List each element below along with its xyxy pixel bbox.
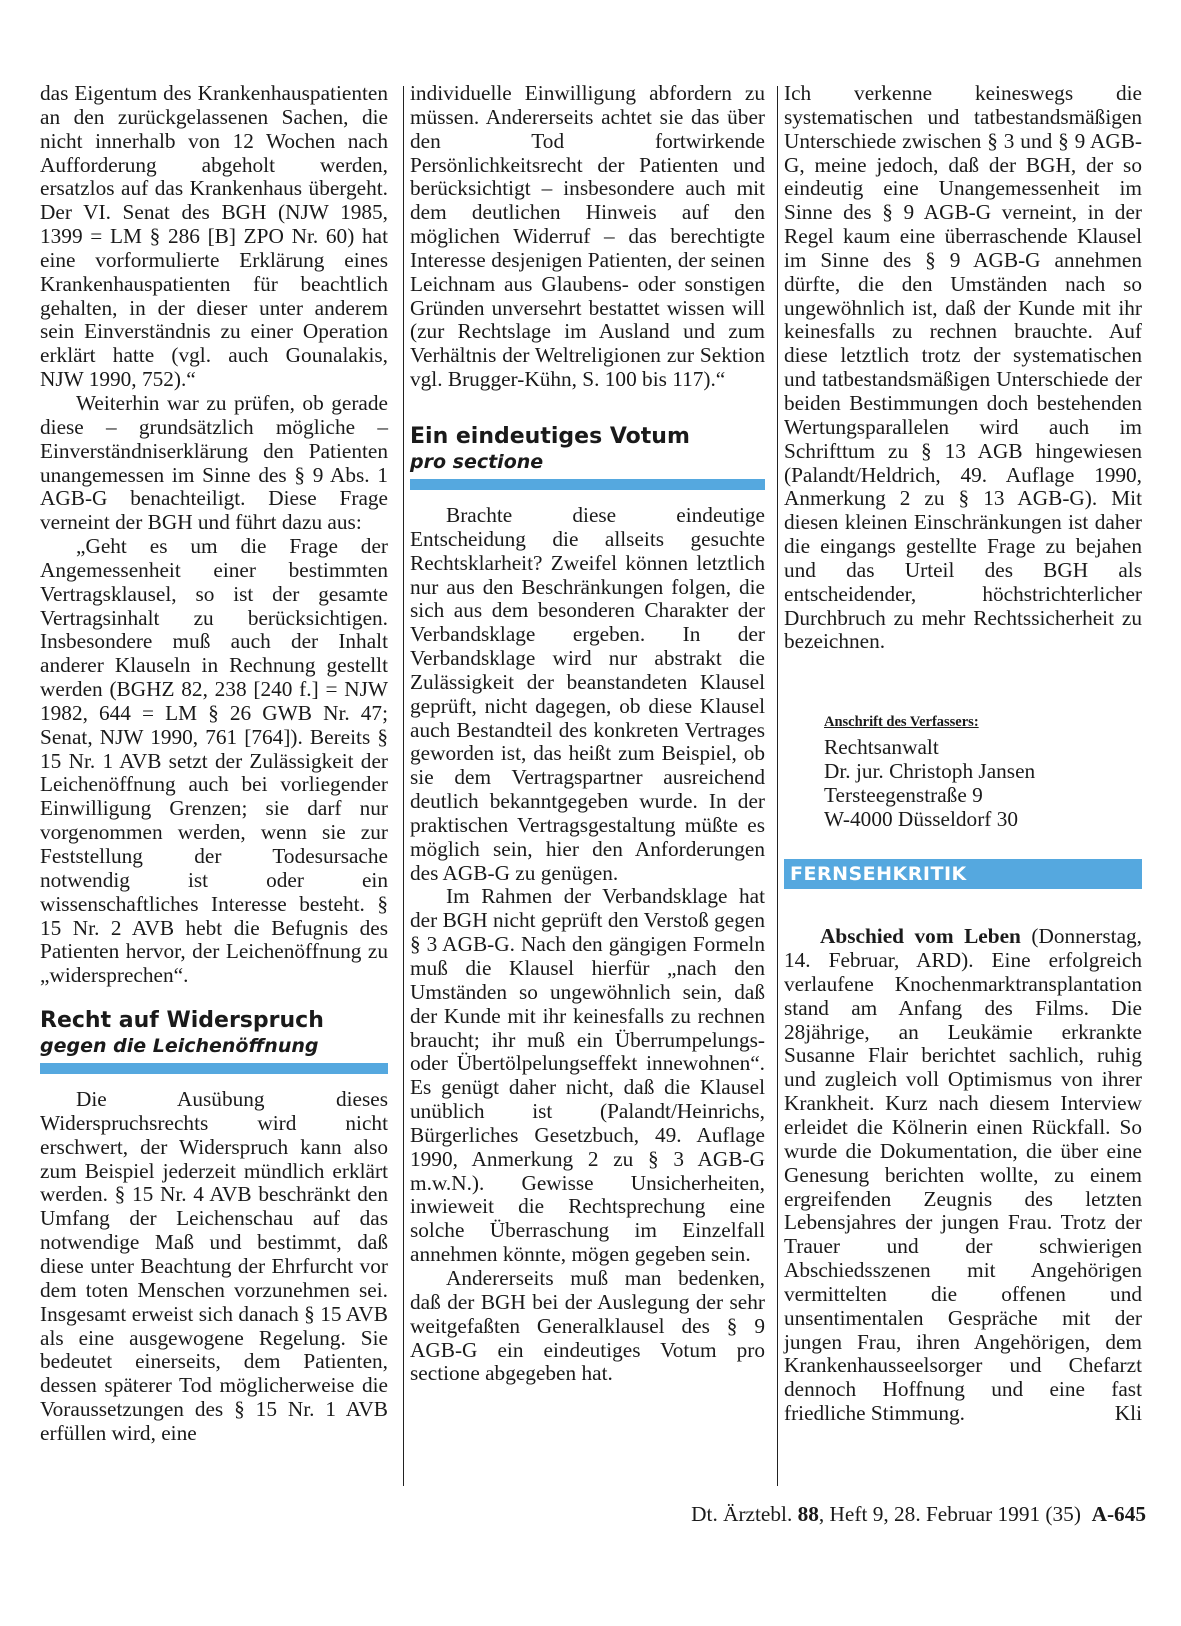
heading-line: Ein eindeutiges Votum [410,423,690,449]
volume-number: 88 [797,1502,819,1526]
review-text: (Donnerstag, 14. Februar, ARD). Eine erfolgreich verlaufene Knochenmarktransplantation stand am Anfang des Films. Die 28jährige, an Leukämie erkrankte Susanne Flair berichtet sachlich, ruhig und zugleich voll Optimismus von ihrer Krankheit. Kurz nach diesem Interview erleidet die Kölnerin einen Rückfall. So wurde die Dokumentation, die über eine Genesung berichten wollte, zu einem ergreifenden Zeugnis des letzten Lebensjahres der jungen Frau. Trotz der Trauer und der schwierigen Abschiedsszenen mit Angehörigen vermittelten die offenen und unsentimentalen Gespräche mit der jungen Frau, ihren Angehörigen, dem Krankenhausseelsorger und Chefarzt dennoch Hoffnung und eine fast friedliche Stimmung. [784,924,1142,1426]
address-label: Anschrift des Verfassers: [824,714,979,731]
heading-underline-bar [410,479,765,490]
column-3 [784,82,1142,1426]
column-1 [40,82,388,1446]
review-paragraph [784,925,1142,1426]
address-line: Dr. jur. Christoph Jansen [824,759,1036,784]
section-heading [410,424,765,490]
page-footer [636,1502,1146,1527]
heading-underline-bar [40,1063,388,1074]
page-number: A-645 [1091,1502,1146,1526]
issue-date: , Heft 9, 28. Februar 1991 (35) [818,1502,1081,1526]
heading-subline: gegen die Leichenöffnung [40,1035,319,1058]
section-heading [40,1008,388,1074]
author-signature: Kli [1114,1401,1142,1426]
heading-subline: pro sectione [410,450,544,473]
journal-name: Dt. Ärztebl. [691,1502,793,1526]
paragraph: Ich verkenne keineswegs die systematischen und tatbestandsmäßigen Unterschiede zwischen § 3 und § 9 AGB-G, meine jedoch, daß der BGH, der so eindeutig eine Unangemessenheit im Sinne des § 9 AGB-G verneint, in der Regel kaum eine überraschende Klausel im Sinne des § 9 AGB-G annehmen dürfte, die den Umständen nach so ungewöhnlich ist, daß der Kunde mit ihr keinesfalls zu rechnen brauchte. Auf diese letztlich trotz der systematischen und tatbestandsmäßigen Unterschiede der beiden Bestimmungen doch bestehenden Wertungsparallelen wird auch im Schrifttum zu § 13 AGB hingewiesen (Palandt/Heldrich, 49. Auflage 1990, Anmerkung 2 zu § 13 AGB-G). Mit diesen kleinen Einschränkungen ist daher die eingangs gestellte Frage zu bejahen und das Urteil des BGH als entscheidender, höchstrichterlicher Durchbruch zu mehr Rechtssicherheit zu bezeichnen. [784,81,1142,654]
paragraph: Andererseits muß man bedenken, daß der BGH bei der Auslegung der sehr weitgefaßten Generalklausel des § 9 AGB-G ein eindeutiges Votum pro sectione abgegeben hat. [410,1265,765,1386]
paragraph: „Geht es um die Frage der Angemessenheit einer bestimmten Vertragsklausel, so ist der gesamte Vertragsinhalt zu berücksichtigen. Insbesondere muß auch der Inhalt anderer Klauseln in Rechnung gestellt werden (BGHZ 82, 238 [240 f.] = NJW 1982, 644 = LM § 26 GWB Nr. 47; Senat, NJW 1990, 761 [764]). Bereits § 15 Nr. 1 AVB setzt der Zulässigkeit der Leichenöffnung auch bei vorliegender Einwilligung Grenzen; sie darf nur vorgenommen werden, wenn sie zur Feststellung der Todesursache notwendig ist oder ein wissenschaftliches Interesse besteht. § 15 Nr. 2 AVB hebt die Befugnis des Patienten hervor, der Leichenöffnung zu „widersprechen“. [40,534,388,988]
column-rule [777,86,778,1486]
address-line: W-4000 Düsseldorf 30 [824,807,1019,832]
address-line: Tersteegenstraße 9 [824,783,983,808]
paragraph: Brachte diese eindeutige Entscheidung die allseits gesuchte Rechtsklarheit? Zweifel können letztlich nur aus den Beschränkungen folgen, die sich aus dem besonderen Charakter der Verbandsklage ergeben. In der Verbandsklage wird nur abstrakt die Zulässigkeit der beanstandeten Klausel geprüft, nicht dagegen, ob diese Klausel auch Bestandteil des konkreten Vertrages geworden ist, das heißt zum Beispiel, ob sie dem Vertragspartner ausreichend deutlich bekanntgegeben wurde. In der praktischen Vertragsgestaltung müßte es möglich sein, hier den Anforderungen des AGB-G zu genügen. [410,502,765,885]
author-address [824,712,1142,831]
section-banner: FERNSEHKRITIK [784,859,1142,889]
paragraph: Die Ausübung dieses Widerspruchsrechts wird nicht erschwert, der Widerspruch kann also zum Beispiel jederzeit mündlich erklärt werden. § 15 Nr. 4 AVB beschränkt den Umfang der Leichenschau auf das notwendige Maß und bestimmt, daß diese unter Beachtung der Ehrfurcht vor dem toten Menschen vorzunehmen sei. Insgesamt erweist sich danach § 15 AVB als eine ausgewogene Regelung. Sie bedeutet einerseits, dem Patienten, dessen späterer Tod möglicherweise die Voraussetzungen des § 15 Nr. 1 AVB erfüllen wird, eine [40,1087,388,1445]
column-rule [403,86,404,1486]
paragraph: Im Rahmen der Verbandsklage hat der BGH nicht geprüft den Verstoß gegen § 3 AGB-G. Nach den gängigen Formeln muß die Klausel hierfür „nach den Umständen so ungewöhnlich sein, daß der Kunde mit ihr keinesfalls zu rechnen braucht; ihr muß ein Überrumpelungs- oder Übertölpelungseffekt innewohnen“. Es genügt daher nicht, daß die Klausel unüblich ist (Palandt/Heinrichs, Bürgerliches Gesetzbuch, 49. Auflage 1990, Anmerkung 2 zu § 3 AGB-G m.w.N.). Gewisse Unsicherheiten, inwieweit die Rechtsprechung eine solche Überraschung im Einzelfall annehmen könnte, mögen gegeben sein. [410,884,765,1267]
paragraph: das Eigentum des Krankenhauspatienten an den zurückgelassenen Sachen, die nicht innerhalb von 12 Wochen nach Aufforderung abgeholt werden, ersatzlos auf das Krankenhaus übergeht. Der VI. Senat des BGH (NJW 1985, 1399 = LM § 286 [B] ZPO Nr. 60) hat eine vorformulierte Erklärung eines Krankenhauspatienten für beachtlich gehalten, in der dieser unter anderem sein Einverständnis zu einer Operation erklärt hatte (vgl. auch Gounalakis, NJW 1990, 752).“ [40,81,388,392]
address-line: Rechtsanwalt [824,735,939,760]
paragraph: individuelle Einwilligung abfordern zu müssen. Andererseits achtet sie das über den Tod fortwirkende Persönlichkeitsrecht der Patienten und berücksichtigt – insbesondere auch mit dem deutlichen Hinweis auf den möglichen Widerruf – das berechtigte Interesse desjenigen Patienten, der seinen Leichnam aus Glaubens- oder sonstigen Gründen unversehrt bestattet wissen will (zur Rechtslage im Ausland und zum Verhältnis der Weltreligionen zur Sektion vgl. Brugger-Kühn, S. 100 bis 117).“ [410,81,765,392]
paragraph: Weiterhin war zu prüfen, ob gerade diese – grundsätzlich mögliche – Einverständniserklärung den Patienten unangemessen im Sinne des § 9 Abs. 1 AGB-G benachteiligt. Diese Frage verneint der BGH und führt dazu aus: [40,390,388,535]
column-2 [410,82,765,1386]
review-title: Abschied vom Leben [820,924,1021,949]
heading-line: Recht auf Widerspruch [40,1008,324,1034]
